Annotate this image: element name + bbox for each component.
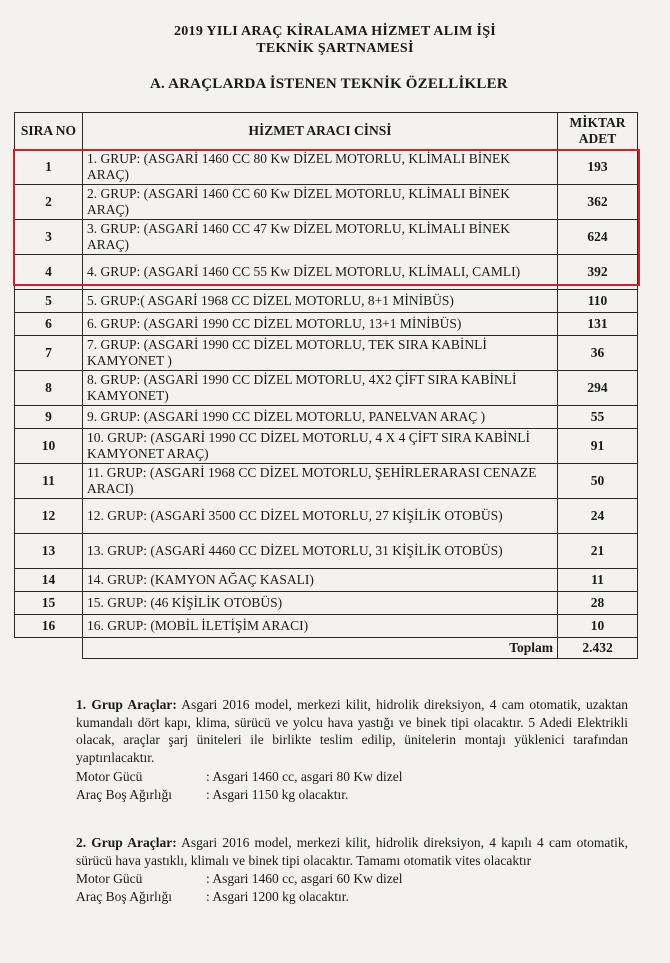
- row-description: 8. GRUP: (ASGARİ 1990 CC DİZEL MOTORLU, 4X2 ÇİFT SIRA KABİNLİ KAMYONET): [83, 371, 558, 406]
- row-quantity: 28: [558, 592, 638, 615]
- group1-weight-label: Araç Boş Ağırlığı: [76, 787, 172, 802]
- table-row: [15, 534, 638, 569]
- row-quantity: 131: [558, 313, 638, 336]
- row-number: 3: [15, 220, 83, 255]
- table-row: [15, 569, 638, 592]
- row-quantity: 11: [558, 569, 638, 592]
- row-description: 7. GRUP: (ASGARİ 1990 CC DİZEL MOTORLU, TEK SIRA KABİNLİ KAMYONET ): [83, 336, 558, 371]
- row-description: 14. GRUP: (KAMYON AĞAÇ KASALI): [83, 569, 558, 592]
- row-number: 12: [15, 499, 83, 534]
- row-quantity: 392: [558, 255, 638, 290]
- row-description: 5. GRUP:( ASGARİ 1968 CC DİZEL MOTORLU, 8+1 MİNİBÜS): [83, 290, 558, 313]
- header-sira-no: SIRA NO: [15, 113, 83, 150]
- group2-motor-label: Motor Gücü: [76, 871, 143, 886]
- row-description: 9. GRUP: (ASGARİ 1990 CC DİZEL MOTORLU, PANELVAN ARAÇ ): [83, 406, 558, 429]
- header-vehicle-type: HİZMET ARACI CİNSİ: [83, 113, 558, 150]
- group1-weight-row: [76, 786, 348, 803]
- row-quantity: 10: [558, 615, 638, 638]
- row-description: 1. GRUP: (ASGARİ 1460 CC 80 Kw DİZEL MOTORLU, KLİMALI BİNEK ARAÇ): [83, 150, 558, 185]
- row-description: 12. GRUP: (ASGARİ 3500 CC DİZEL MOTORLU, 27 KİŞİLİK OTOBÜS): [83, 499, 558, 534]
- group1-text: Asgari 2016 model, merkezi kilit, hidrolik direksiyon, 4 cam otomatik, uzaktan kumandalı dört kapı, klima, sürücü ve yolcu hava yastığı ve binek tipi olacaktır. 5 Adedi Elektrikli olacak, araçlar şarj üniteleri ile birlikte teslim edilip, ünitelerin montajı yüklenici tarafından yaptırılacaktır.: [76, 697, 628, 765]
- total-row: [15, 638, 638, 659]
- group2-weight-row: [76, 888, 349, 905]
- row-number: 5: [15, 290, 83, 313]
- total-spacer: [15, 638, 83, 659]
- total-value: 2.432: [558, 638, 638, 659]
- table-row: [15, 185, 638, 220]
- group2-paragraph: [76, 834, 628, 869]
- row-quantity: 110: [558, 290, 638, 313]
- row-number: 13: [15, 534, 83, 569]
- row-description: 13. GRUP: (ASGARİ 4460 CC DİZEL MOTORLU, 31 KİŞİLİK OTOBÜS): [83, 534, 558, 569]
- group1-motor-row: [76, 768, 402, 785]
- row-quantity: 21: [558, 534, 638, 569]
- row-description: 11. GRUP: (ASGARİ 1968 CC DİZEL MOTORLU, ŞEHİRLERARASI CENAZE ARACI): [83, 464, 558, 499]
- table-row: [15, 406, 638, 429]
- row-number: 11: [15, 464, 83, 499]
- group2-text: Asgari 2016 model, merkezi kilit, hidrolik direksiyon, 4 kapılı 4 cam otomatik, sürücü hava yastıklı, klimalı ve binek tipi olacaktır. Tamamı otomatik vites olacaktır: [76, 835, 628, 868]
- group1-paragraph: [76, 696, 628, 766]
- row-description: 2. GRUP: (ASGARİ 1460 CC 60 Kw DİZEL MOTORLU, KLİMALI BİNEK ARAÇ): [83, 185, 558, 220]
- row-number: 15: [15, 592, 83, 615]
- row-quantity: 91: [558, 429, 638, 464]
- table-row: [15, 290, 638, 313]
- row-number: 6: [15, 313, 83, 336]
- table-row: [15, 464, 638, 499]
- row-number: 2: [15, 185, 83, 220]
- row-number: 10: [15, 429, 83, 464]
- table-row: [15, 313, 638, 336]
- group2-title: 2. Grup Araçlar:: [76, 835, 177, 850]
- header-quantity: MİKTAR ADET: [558, 113, 638, 150]
- table-row: [15, 220, 638, 255]
- table-row: [15, 150, 638, 185]
- group2-motor-row: [76, 870, 402, 887]
- table-row: [15, 371, 638, 406]
- group1-motor-value: : Asgari 1460 cc, asgari 80 Kw dizel: [206, 769, 403, 784]
- table-row: [15, 499, 638, 534]
- table-row: [15, 429, 638, 464]
- row-quantity: 24: [558, 499, 638, 534]
- document-title-line2: TEKNİK ŞARTNAMESİ: [256, 41, 414, 56]
- document-title-line1: 2019 YILI ARAÇ KİRALAMA HİZMET ALIM İŞİ: [173, 24, 497, 39]
- row-number: 14: [15, 569, 83, 592]
- group1-weight-value: : Asgari 1150 kg olacaktır.: [206, 787, 349, 802]
- table-row: [15, 255, 638, 290]
- vehicle-spec-table: [14, 112, 638, 659]
- row-number: 8: [15, 371, 83, 406]
- row-quantity: 36: [558, 336, 638, 371]
- group2-weight-value: : Asgari 1200 kg olacaktır.: [206, 889, 349, 904]
- section-heading: A. ARAÇLARDA İSTENEN TEKNİK ÖZELLİKLER: [150, 76, 508, 92]
- row-number: 9: [15, 406, 83, 429]
- row-description: 3. GRUP: (ASGARİ 1460 CC 47 Kw DİZEL MOTORLU, KLİMALI BİNEK ARAÇ): [83, 220, 558, 255]
- group2-motor-value: : Asgari 1460 cc, asgari 60 Kw dizel: [206, 871, 403, 886]
- group1-title: 1. Grup Araçlar:: [76, 697, 177, 712]
- row-description: 6. GRUP: (ASGARİ 1990 CC DİZEL MOTORLU, 13+1 MİNİBÜS): [83, 313, 558, 336]
- row-description: 16. GRUP: (MOBİL İLETİŞİM ARACI): [83, 615, 558, 638]
- group1-motor-label: Motor Gücü: [76, 769, 143, 784]
- row-quantity: 294: [558, 371, 638, 406]
- row-number: 7: [15, 336, 83, 371]
- row-description: 10. GRUP: (ASGARİ 1990 CC DİZEL MOTORLU, 4 X 4 ÇİFT SIRA KABİNLİ KAMYONET ARAÇ): [83, 429, 558, 464]
- table-row: [15, 336, 638, 371]
- table-row: [15, 592, 638, 615]
- row-quantity: 624: [558, 220, 638, 255]
- row-quantity: 55: [558, 406, 638, 429]
- row-description: 4. GRUP: (ASGARİ 1460 CC 55 Kw DİZEL MOTORLU, KLİMALI, CAMLI): [83, 255, 558, 290]
- total-label: Toplam: [83, 638, 558, 659]
- row-number: 16: [15, 615, 83, 638]
- row-description: 15. GRUP: (46 KİŞİLİK OTOBÜS): [83, 592, 558, 615]
- row-number: 4: [15, 255, 83, 290]
- row-number: 1: [15, 150, 83, 185]
- row-quantity: 362: [558, 185, 638, 220]
- table-row: [15, 615, 638, 638]
- row-quantity: 193: [558, 150, 638, 185]
- row-quantity: 50: [558, 464, 638, 499]
- group2-weight-label: Araç Boş Ağırlığı: [76, 889, 172, 904]
